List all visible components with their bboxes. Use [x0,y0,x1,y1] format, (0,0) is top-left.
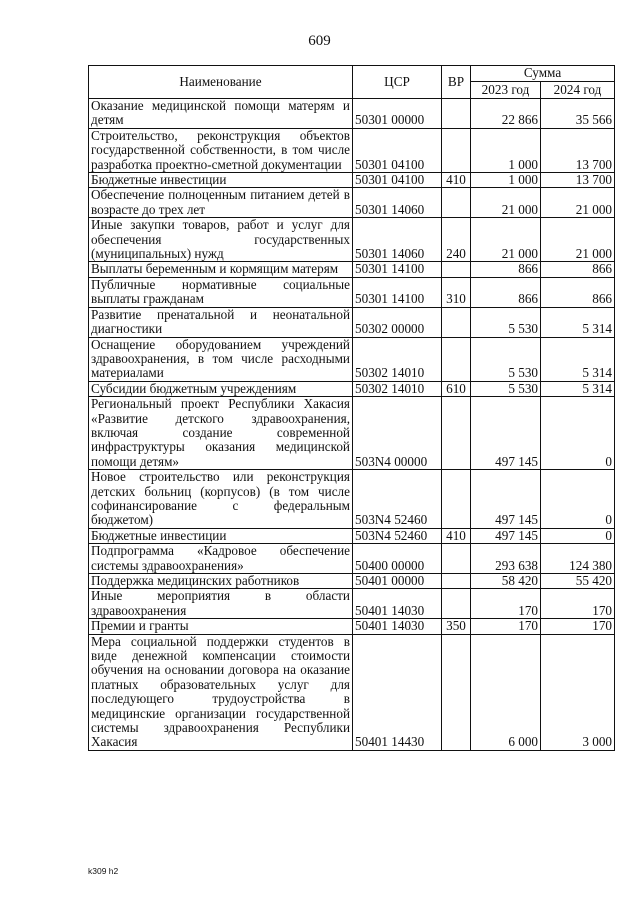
table-row [89,381,615,396]
row-sum-2023: 497 145 [471,470,541,529]
header-sum: Сумма [471,66,615,82]
row-name: Обеспечение полноценным питанием детей в возрасте до трех лет [89,188,353,218]
row-csr: 50302 14010 [353,381,442,396]
row-name: Бюджетные инвестиции [89,173,353,188]
row-name: Оказание медицинской помощи матерям и детям [89,99,353,129]
table-row [89,218,615,262]
row-csr: 50301 04100 [353,128,442,172]
row-name: Строительство, реконструкция объектов государственной собственности, в том числе разработка проектно-сметной документации [89,128,353,172]
table-body [89,99,615,751]
row-sum-2023: 21 000 [471,188,541,218]
row-csr: 50302 14010 [353,337,442,381]
row-sum-2023: 497 145 [471,528,541,543]
row-sum-2024: 866 [541,277,615,307]
row-csr: 50401 14030 [353,619,442,634]
row-vr [442,574,471,589]
row-sum-2023: 866 [471,277,541,307]
row-name: Иные закупки товаров, работ и услуг для обеспечения государственных (муниципальных) нужд [89,218,353,262]
table-row [89,397,615,470]
row-sum-2024: 0 [541,397,615,470]
table-row [89,528,615,543]
row-sum-2024: 5 314 [541,381,615,396]
row-name: Поддержка медицинских работников [89,574,353,589]
row-vr [442,188,471,218]
row-name: Новое строительство или реконструкция детских больниц (корпусов) (в том числе софинансирование с федеральным бюджетом) [89,470,353,529]
row-vr: 410 [442,173,471,188]
row-sum-2024: 170 [541,619,615,634]
table-header [89,66,615,99]
row-sum-2024: 0 [541,470,615,529]
header-csr: ЦСР [353,66,442,99]
row-csr: 50302 00000 [353,307,442,337]
row-vr: 310 [442,277,471,307]
table-row [89,619,615,634]
row-sum-2024: 13 700 [541,128,615,172]
row-sum-2024: 124 380 [541,544,615,574]
row-sum-2023: 170 [471,619,541,634]
row-sum-2023: 866 [471,262,541,277]
row-sum-2023: 293 638 [471,544,541,574]
table-row [89,128,615,172]
header-year-2024: 2024 год [541,82,615,99]
row-name: Оснащение оборудованием учреждений здравоохранения, в том числе расходными материалами [89,337,353,381]
row-vr [442,544,471,574]
row-vr [442,470,471,529]
page-number: 609 [308,33,331,49]
row-name: Развитие пренатальной и неонатальной диагностики [89,307,353,337]
row-sum-2023: 170 [471,589,541,619]
row-sum-2023: 5 530 [471,307,541,337]
row-sum-2024: 3 000 [541,634,615,750]
row-vr: 610 [442,381,471,396]
row-sum-2024: 13 700 [541,173,615,188]
row-name: Региональный проект Республики Хакасия «Развитие детского здравоохранения, включая создание современной инфраструктуры оказания медицинской помощи детям» [89,397,353,470]
row-sum-2023: 1 000 [471,173,541,188]
row-sum-2024: 866 [541,262,615,277]
row-sum-2024: 55 420 [541,574,615,589]
row-name: Подпрограмма «Кадровое обеспечение системы здравоохранения» [89,544,353,574]
row-name: Иные мероприятия в области здравоохранения [89,589,353,619]
row-vr: 350 [442,619,471,634]
row-name: Публичные нормативные социальные выплаты гражданам [89,277,353,307]
row-csr: 503N4 52460 [353,470,442,529]
row-name: Бюджетные инвестиции [89,528,353,543]
row-sum-2023: 6 000 [471,634,541,750]
row-csr: 50301 14100 [353,277,442,307]
row-vr [442,99,471,129]
table-row [89,470,615,529]
header-vr: ВР [442,66,471,99]
row-sum-2023: 1 000 [471,128,541,172]
row-sum-2023: 497 145 [471,397,541,470]
table-row [89,634,615,750]
table-row [89,574,615,589]
budget-table [88,65,615,751]
row-csr: 50400 00000 [353,544,442,574]
table-row [89,99,615,129]
row-sum-2024: 21 000 [541,218,615,262]
row-vr [442,337,471,381]
row-vr [442,589,471,619]
row-csr: 50401 00000 [353,574,442,589]
row-sum-2023: 21 000 [471,218,541,262]
table-row [89,544,615,574]
row-sum-2023: 22 866 [471,99,541,129]
row-sum-2024: 170 [541,589,615,619]
table-row [89,277,615,307]
row-sum-2024: 0 [541,528,615,543]
row-csr: 50301 14100 [353,262,442,277]
header-name: Наименование [89,66,353,99]
row-vr [442,307,471,337]
row-sum-2024: 5 314 [541,337,615,381]
row-csr: 50301 14060 [353,218,442,262]
row-csr: 50301 14060 [353,188,442,218]
row-sum-2023: 5 530 [471,337,541,381]
row-csr: 50301 04100 [353,173,442,188]
row-sum-2023: 58 420 [471,574,541,589]
row-csr: 503N4 00000 [353,397,442,470]
row-vr: 240 [442,218,471,262]
table-row [89,262,615,277]
table-row [89,337,615,381]
row-vr [442,262,471,277]
row-sum-2024: 5 314 [541,307,615,337]
row-vr [442,128,471,172]
row-sum-2023: 5 530 [471,381,541,396]
row-sum-2024: 35 566 [541,99,615,129]
row-vr [442,397,471,470]
row-csr: 50301 00000 [353,99,442,129]
table-row [89,307,615,337]
row-name: Субсидии бюджетным учреждениям [89,381,353,396]
row-vr: 410 [442,528,471,543]
row-name: Мера социальной поддержки студентов в виде денежной компенсации стоимости обучения на основании договора на оказание платных образовательных услуг для последующего трудоустройства в медицинские организации государственной системы здравоохранения Республики Хакасия [89,634,353,750]
row-csr: 503N4 52460 [353,528,442,543]
row-name: Выплаты беременным и кормящим матерям [89,262,353,277]
footer-code: k309 h2 [88,866,119,876]
header-year-2023: 2023 год [471,82,541,99]
row-vr [442,634,471,750]
table-row [89,173,615,188]
table-row [89,589,615,619]
row-csr: 50401 14030 [353,589,442,619]
table-row [89,188,615,218]
row-csr: 50401 14430 [353,634,442,750]
row-sum-2024: 21 000 [541,188,615,218]
row-name: Премии и гранты [89,619,353,634]
